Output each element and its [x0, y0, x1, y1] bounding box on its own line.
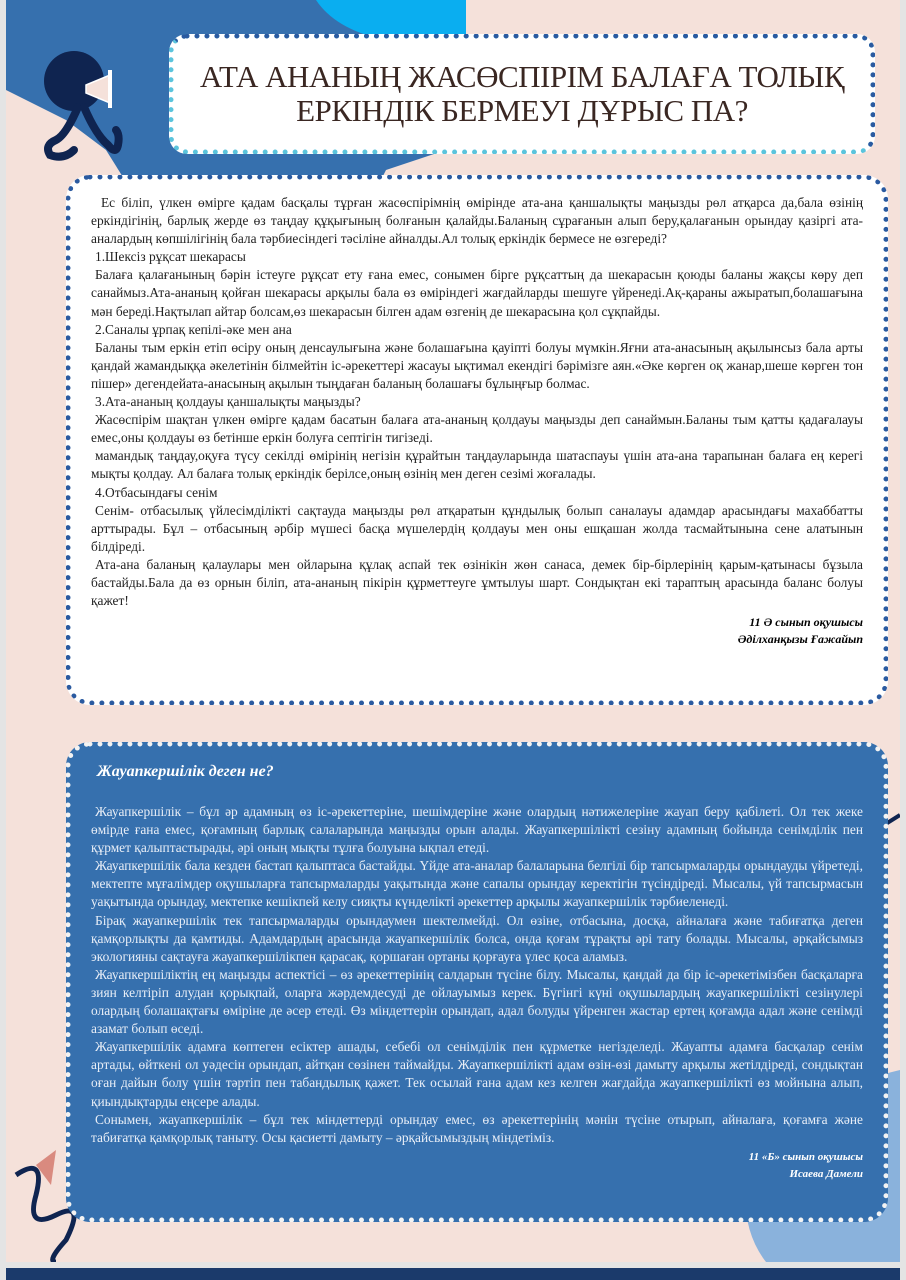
paragraph: Ес біліп, үлкен өмірге қадам басқалы тұрған жасөспірімнің өмірінде ата-ана қаншалықты маңызды рөл атқарса да,бала өзінің еркіндігінің, барлық жерде өз таңдау құқығының болғанын қалайды.Баланың сұрағанын алып беру,қалағанын орындау қазіргі ата-аналардың көпшілігінің бала тәрбиесіндегі тәсіліне айналды.Ал толық еркіндік бермесе не өзгереді? [91, 195, 863, 247]
author-class: 11 Ә сынып оқушысы [749, 615, 863, 630]
headline-box [169, 34, 875, 154]
article-title: Жауапкершілік деген не? [97, 763, 274, 780]
paragraph: Ата-ана баланың қалаулары мен ойларына құлақ аспай тек өзінікін жөн санаса, демек бір-бірлерінің қарым-қатынасы бұзыла бастайды.Бала да өз орнын біліп, ата-ананың пікірін құрметтеуге ұмтылуы шарт. Сондықтан екі тараптың арасында баланс болуы қажет! [91, 556, 863, 609]
bottom-bar [6, 1268, 900, 1280]
author-name: Исаева Дамели [789, 1167, 863, 1180]
title-line-2: ЕРКІНДІК БЕРМЕУІ ДҰРЫС ПА? [296, 93, 748, 128]
paragraph: Сонымен, жауапкершілік – бұл тек міндеттерді орындау емес, өз әрекеттерінің мәнін түсіне отырып, айналаға, қоғамға және табиғатқа қамқорлық таныту. Осы қасиетті дамыту – әрқайсымыздың міндетіміз. [91, 1111, 863, 1145]
paragraph: Жасөспірім шақтан үлкен өмірге қадам басатын балаға ата-ананың қолдауы маңызды деп санаймын.Баланы тым қатты қадағалауы емес,оны қолдауы өз бетінше еркін болуға септігін тигізеді. [91, 412, 863, 446]
newspaper-page [6, 0, 900, 1262]
megaphone-character-icon [36, 45, 166, 175]
article-responsibility [66, 742, 888, 1222]
paragraph: Жауапкершілік бала кезден бастап қалыптаса бастайды. Үйде ата-аналар балаларына белгілі бір тапсырмаларды орындауды үйретеді, мектепте мұғалімдер оқушыларға тапсырмаларды уақытында және сапалы орындау керектігін түсіндіреді. Мысалы, үй тапсырмасын уақытында орындау, мектепке кешікпей келу сияқты күнделікті әрекеттер арқылы жауапкершілік тәрбиеленеді. [91, 858, 863, 910]
title-line-1: АТА АНАНЫҢ ЖАСӨСПІРІМ БАЛАҒА ТОЛЫҚ [199, 59, 845, 94]
author-name: Әділханқызы Ғажайып [737, 632, 863, 647]
section-heading: 2.Саналы ұрпақ кепілі-әке мен ана [95, 321, 292, 337]
section-heading: 4.Отбасындағы сенім [95, 484, 218, 500]
paragraph: Жауапкершілік адамға көптеген есіктер ашады, себебі ол сенімділік пен құрметке негізделеді. Жауапты адамға басқалар сенім артады, өйткені ол уәдесін орындап, айтқан сөзінен таймайды. Жауапкершілікті адам өзін-өзі дамыту арқылы жетілдіреді, сондықтан оған дайын болу үшін тәртіп пен табандылық қажет. Тек осылай ғана адам кез келген жағдайда жауапкершілікті өз мойнына алып, қиындықтарды еңсере алады. [91, 1039, 863, 1109]
paragraph: Балаға қалағанының бәрін істеуге рұқсат ету ғана емес, сонымен бірге рұқсаттың да шекарасын қоюды баланы жақсы көру деп санаймыз.Ата-ананың қойған шекарасы арқылы бала өз өміріндегі жағдайларды шешуге үйренеді.Ақ-қараны ажыратып,болашағына мән береді.Нақтылап айтар болсам,өз шекарасын білген адам өзгенің де шекарасына қол сұқпайды. [91, 267, 863, 319]
author-signature [91, 1149, 863, 1183]
paragraph: Баланы тым еркін етіп өсіру оның денсаулығына және болашағына қауіпті болуы мүмкін.Яғни ата-анасының ақылынсыз бала арты қандай жамандыққа әкелетінін білмейтін іс-әрекеттері жасауы ықтимал екендігі бәрімізге аян.«Әке көрген оқ жанар,шеше көрген тон пішер» дегендейата-анасының ақылын тыңдаған баланың болашағы бұлыңғыр болмас. [91, 339, 863, 391]
article-parent-freedom [66, 175, 888, 705]
paragraph: Жауапкершіліктің ең маңызды аспектісі – өз әрекеттерінің салдарын түсіне білу. Мысалы, қандай да бір іс-әрекетімізбен басқаларға зиян келтіріп алудан қорықпай, оларға жәрдемдесуді де ойлауымыз керек. Бүгінгі күні оқушылардың жауапкершілікті сезінулері олардың болашақтағы өміріне де әсер етеді. Өз міндеттерін орындап, адал болуды үйренген жастар ертең қоғамда адал және сенімді азамат болып өседі. [91, 966, 863, 1037]
page-title [200, 60, 844, 128]
paragraph: мамандық таңдау,оқуға түсу секілді өмірінің негізін құрайтын таңдауларында шатаспауы үшін ата-ана тарапынан балаға ең керегі мықты қолдау. Ал балаға толық еркіндік берілсе,оның өзінің мен деген сезімі жоғалады. [91, 448, 863, 482]
paragraph: Сенім- отбасылық үйлесімділікті сақтауда маңызды рөл атқаратын құндылық болып саналауы адамдар арасындағы махаббатты арттырады. Бұл – отбасының әрбір мүшесі басқа мүшелердің қолдауы мен оны ешқашан жолда тасмайтынына сене алатынын білдіреді. [91, 502, 863, 554]
author-signature [91, 614, 863, 648]
author-class: 11 «Б» сынып оқушысы [748, 1150, 863, 1163]
paragraph: Бірақ жауапкершілік тек тапсырмаларды орындаумен шектелмейді. Ол өзіне, отбасына, досқа, айналаға және табиғатқа деген қамқорлықты да қамтиды. Адамдардың арасында жауапкершілік болса, онда қоғам тұрақты әрі тату болады. Мысалы, әрқайсымыз экологияны сақтауға жауапкершілікпен қарасақ, қоршаған ортаны қорғауға үлес қоса аламыз. [91, 912, 863, 964]
paragraph: Жауапкершілік – бұл әр адамның өз іс-әрекеттеріне, шешімдеріне және олардың нәтижелеріне жауап беру қабілеті. Ол тек жеке өмірде ғана емес, қоғамның барлық салаларында маңызды орын алады. Жауапкершілікті сезіну адамның бойында сенімділік пен құрмет қалыптастырады, әрі оның мықты тұлға болуына ықпал етеді. [91, 804, 863, 856]
section-heading: 3.Ата-ананың қолдауы қаншалықты маңызды? [95, 394, 361, 410]
section-heading: 1.Шексіз рұқсат шекарасы [95, 249, 246, 265]
